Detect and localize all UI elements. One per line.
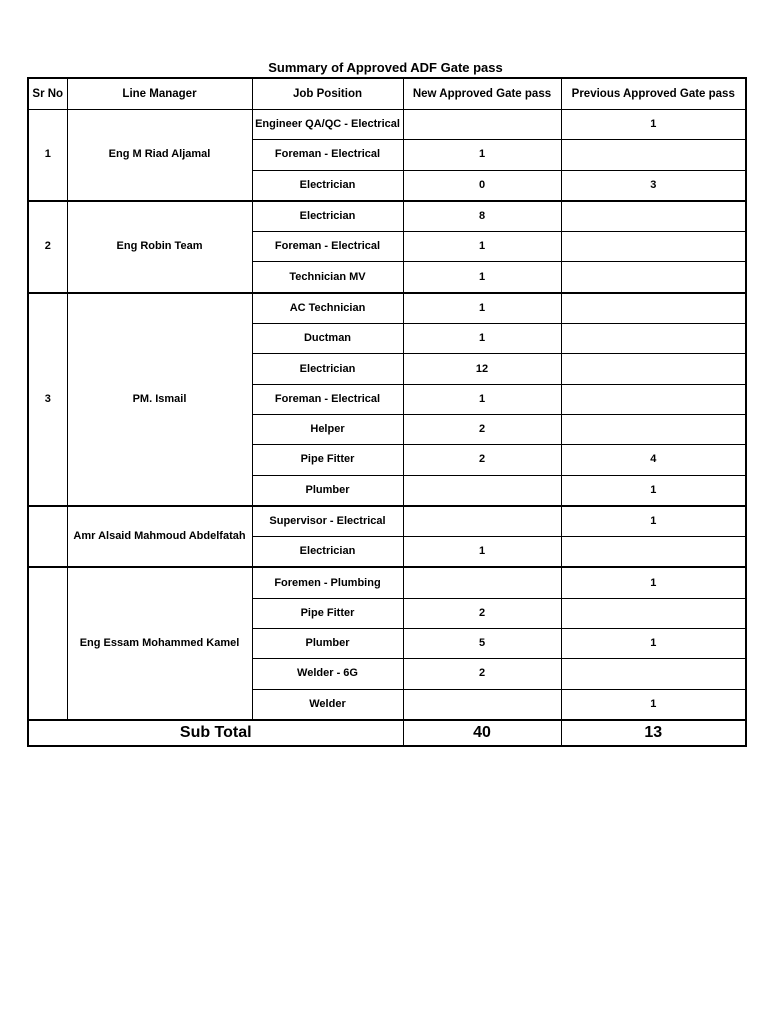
new-approved-cell: 2: [403, 598, 561, 628]
table-row: [28, 201, 746, 232]
previous-approved-cell: 1: [561, 506, 746, 537]
previous-approved-cell: [561, 293, 746, 324]
new-approved-cell: 1: [403, 232, 561, 262]
gate-pass-summary-table: [27, 77, 747, 747]
table-row: [28, 293, 746, 324]
line-manager-cell: Eng Essam Mohammed Kamel: [67, 567, 252, 719]
new-approved-cell: 0: [403, 170, 561, 201]
previous-approved-cell: [561, 659, 746, 689]
job-position-cell: Engineer QA/QC - Electrical: [252, 110, 403, 140]
new-approved-cell: 1: [403, 293, 561, 324]
job-position-cell: Technician MV: [252, 262, 403, 293]
previous-approved-cell: [561, 354, 746, 384]
job-position-cell: Pipe Fitter: [252, 445, 403, 475]
job-position-cell: Welder - 6G: [252, 659, 403, 689]
header-new-approved: New Approved Gate pass: [403, 78, 561, 110]
table-body: [28, 110, 746, 720]
previous-approved-cell: 1: [561, 110, 746, 140]
previous-approved-cell: 3: [561, 170, 746, 201]
job-position-cell: Pipe Fitter: [252, 598, 403, 628]
subtotal-new: 40: [403, 720, 561, 746]
job-position-cell: Supervisor - Electrical: [252, 506, 403, 537]
previous-approved-cell: 4: [561, 445, 746, 475]
table-row: [28, 567, 746, 598]
sr-no-cell: [28, 506, 67, 568]
job-position-cell: Electrician: [252, 537, 403, 568]
job-position-cell: Foremen - Plumbing: [252, 567, 403, 598]
previous-approved-cell: 1: [561, 475, 746, 506]
new-approved-cell: [403, 475, 561, 506]
job-position-cell: AC Technician: [252, 293, 403, 324]
new-approved-cell: 2: [403, 659, 561, 689]
job-position-cell: Ductman: [252, 324, 403, 354]
new-approved-cell: 1: [403, 262, 561, 293]
previous-approved-cell: [561, 262, 746, 293]
new-approved-cell: 1: [403, 324, 561, 354]
subtotal-previous: 13: [561, 720, 746, 746]
previous-approved-cell: [561, 201, 746, 232]
previous-approved-cell: [561, 140, 746, 170]
line-manager-cell: Eng Robin Team: [67, 201, 252, 293]
table-row: [28, 506, 746, 537]
header-line-manager: Line Manager: [67, 78, 252, 110]
sr-no-cell: 1: [28, 110, 67, 201]
new-approved-cell: 1: [403, 140, 561, 170]
job-position-cell: Electrician: [252, 354, 403, 384]
job-position-cell: Welder: [252, 689, 403, 720]
previous-approved-cell: [561, 598, 746, 628]
new-approved-cell: 5: [403, 629, 561, 659]
new-approved-cell: [403, 689, 561, 720]
sr-no-cell: 3: [28, 293, 67, 506]
previous-approved-cell: [561, 232, 746, 262]
new-approved-cell: [403, 506, 561, 537]
line-manager-cell: Eng M Riad Aljamal: [67, 110, 252, 201]
previous-approved-cell: [561, 537, 746, 568]
previous-approved-cell: 1: [561, 629, 746, 659]
job-position-cell: Plumber: [252, 475, 403, 506]
document-title: Summary of Approved ADF Gate pass: [268, 60, 503, 75]
header-row: [28, 78, 746, 110]
new-approved-cell: 2: [403, 414, 561, 444]
header-previous-approved: Previous Approved Gate pass: [561, 78, 746, 110]
table-row: [28, 110, 746, 140]
new-approved-cell: 8: [403, 201, 561, 232]
job-position-cell: Electrician: [252, 170, 403, 201]
line-manager-cell: Amr Alsaid Mahmoud Abdelfatah: [67, 506, 252, 568]
previous-approved-cell: [561, 324, 746, 354]
header-sr-no: Sr No: [28, 78, 67, 110]
new-approved-cell: 1: [403, 537, 561, 568]
line-manager-cell: PM. Ismail: [67, 293, 252, 506]
sr-no-cell: 2: [28, 201, 67, 293]
previous-approved-cell: [561, 414, 746, 444]
subtotal-row: [28, 720, 746, 746]
previous-approved-cell: 1: [561, 567, 746, 598]
subtotal-label: Sub Total: [28, 720, 403, 746]
job-position-cell: Electrician: [252, 201, 403, 232]
previous-approved-cell: [561, 384, 746, 414]
job-position-cell: Foreman - Electrical: [252, 384, 403, 414]
new-approved-cell: 1: [403, 384, 561, 414]
new-approved-cell: [403, 110, 561, 140]
new-approved-cell: 12: [403, 354, 561, 384]
job-position-cell: Helper: [252, 414, 403, 444]
new-approved-cell: 2: [403, 445, 561, 475]
previous-approved-cell: 1: [561, 689, 746, 720]
job-position-cell: Foreman - Electrical: [252, 232, 403, 262]
header-job-position: Job Position: [252, 78, 403, 110]
new-approved-cell: [403, 567, 561, 598]
sr-no-cell: [28, 567, 67, 719]
job-position-cell: Plumber: [252, 629, 403, 659]
job-position-cell: Foreman - Electrical: [252, 140, 403, 170]
